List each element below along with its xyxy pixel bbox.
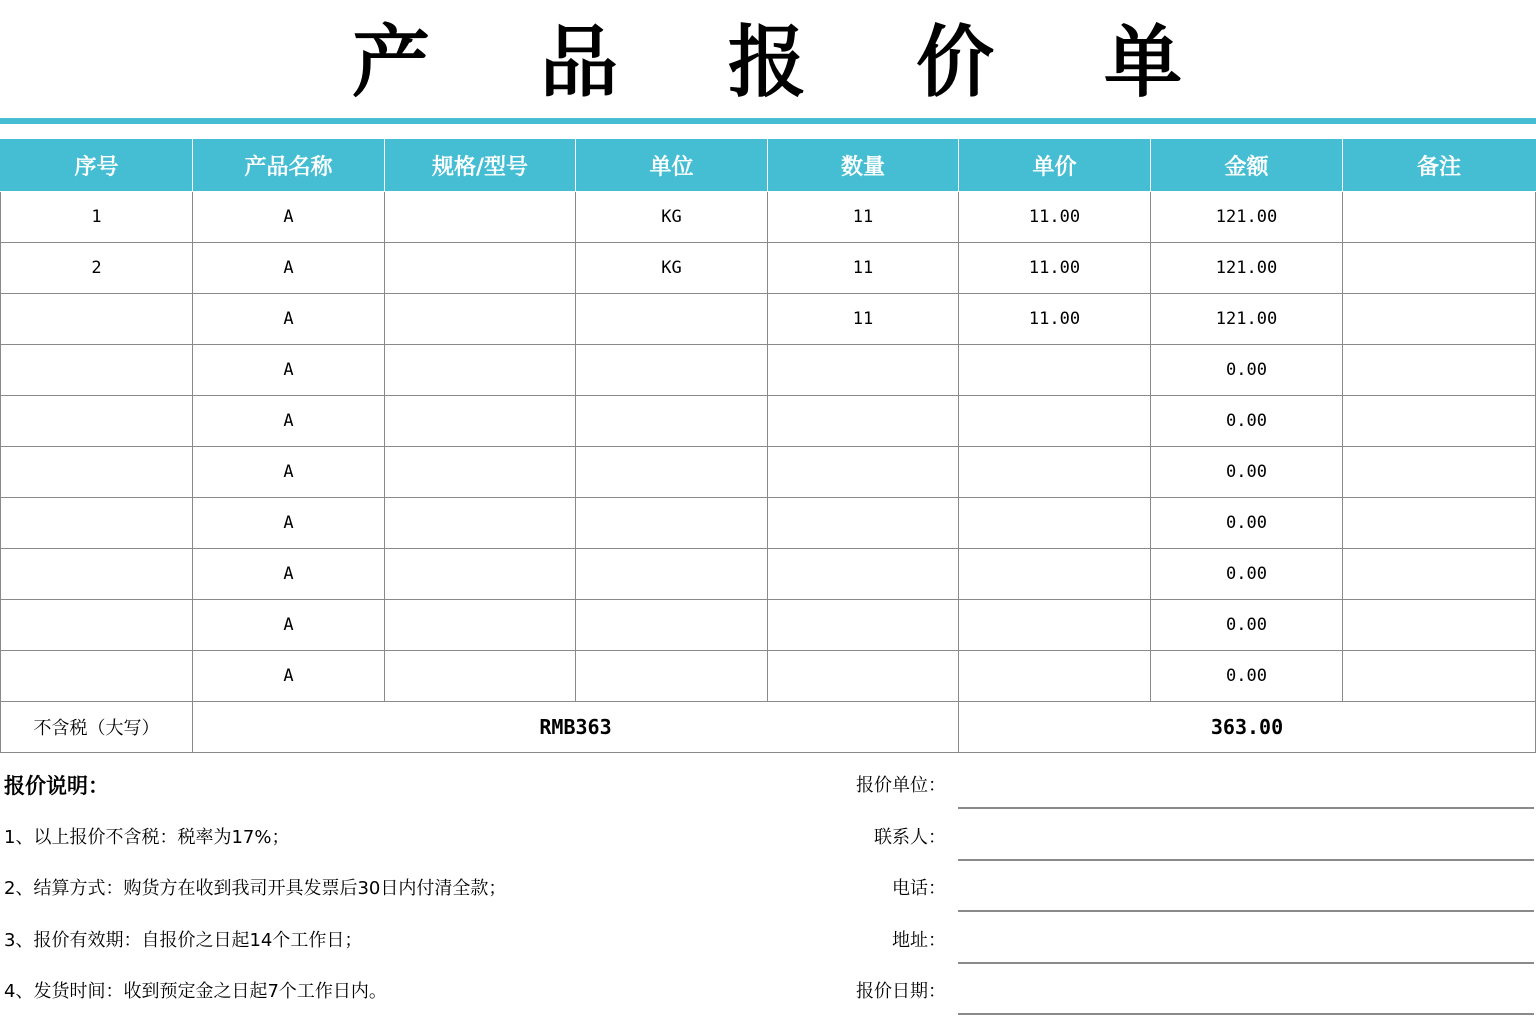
cell-product-name[interactable]: A [193,600,385,651]
cell-spec-model[interactable] [385,192,576,243]
cell-unit-price[interactable]: 11.00 [959,294,1151,345]
header-spec-model[interactable]: 规格/型号 [385,140,576,192]
total-row [1,702,1536,753]
cell-quantity[interactable] [768,396,959,447]
title-char: 产 [352,18,431,108]
cell-product-name[interactable]: A [193,651,385,702]
notes-heading: 报价说明： [4,774,109,798]
table-row [1,498,1536,549]
address-label: 地址： [892,930,946,951]
cell-product-name[interactable]: A [193,447,385,498]
cell-amount[interactable]: 0.00 [1151,600,1343,651]
cell-unit[interactable]: KG [576,243,768,294]
title-char: 价 [916,18,995,108]
cell-product-name[interactable]: A [193,549,385,600]
cell-unit-price[interactable]: 11.00 [959,243,1151,294]
header-unit[interactable]: 单位 [576,140,768,192]
contact-label: 联系人： [874,827,946,848]
table-row [1,600,1536,651]
title-divider [0,118,1536,124]
cell-product-name[interactable]: A [193,192,385,243]
cell-unit[interactable] [576,498,768,549]
cell-index[interactable] [1,651,193,702]
cell-index[interactable] [1,600,193,651]
table-row [1,243,1536,294]
total-amount-words[interactable]: RMB363 [193,702,959,753]
table-row [1,396,1536,447]
title-char: 报 [728,18,807,108]
page-title [0,0,1536,118]
cell-remark[interactable] [1343,192,1536,243]
header-remark[interactable]: 备注 [1343,140,1536,192]
cell-quantity[interactable]: 11 [768,243,959,294]
cell-product-name[interactable]: A [193,498,385,549]
note-item: 3、报价有效期：自报价之日起14个工作日； [4,930,363,951]
cell-quantity[interactable] [768,651,959,702]
cell-amount[interactable]: 0.00 [1151,498,1343,549]
cell-quantity[interactable]: 11 [768,192,959,243]
cell-unit[interactable] [576,651,768,702]
cell-quantity[interactable] [768,498,959,549]
cell-remark[interactable] [1343,549,1536,600]
cell-unit-price[interactable] [959,447,1151,498]
date-field[interactable] [958,1013,1534,1015]
cell-unit-price[interactable] [959,396,1151,447]
header-quantity[interactable]: 数量 [768,140,959,192]
cell-index[interactable] [1,294,193,345]
cell-quantity[interactable] [768,447,959,498]
header-amount[interactable]: 金额 [1151,140,1343,192]
cell-index[interactable] [1,498,193,549]
cell-index[interactable]: 1 [1,192,193,243]
cell-unit[interactable] [576,396,768,447]
header-index[interactable]: 序号 [1,140,193,192]
cell-amount[interactable]: 0.00 [1151,396,1343,447]
cell-quantity[interactable] [768,600,959,651]
cell-product-name[interactable]: A [193,294,385,345]
cell-unit-price[interactable]: 11.00 [959,192,1151,243]
cell-index[interactable] [1,345,193,396]
table-row [1,294,1536,345]
cell-spec-model[interactable] [385,498,576,549]
cell-amount[interactable]: 121.00 [1151,243,1343,294]
note-item: 2、结算方式：购货方在收到我司开具发票后30日内付清全款； [4,878,507,899]
contact-field[interactable] [958,859,1534,861]
cell-amount[interactable]: 121.00 [1151,294,1343,345]
cell-index[interactable] [1,447,193,498]
total-amount[interactable]: 363.00 [959,702,1536,753]
cell-index[interactable] [1,549,193,600]
table-row [1,192,1536,243]
cell-spec-model[interactable] [385,396,576,447]
cell-spec-model[interactable] [385,600,576,651]
cell-spec-model[interactable] [385,549,576,600]
cell-product-name[interactable]: A [193,396,385,447]
cell-unit[interactable] [576,549,768,600]
table-row [1,549,1536,600]
note-item: 1、以上报价不含税：税率为17%； [4,827,290,848]
table-row [1,447,1536,498]
cell-unit-price[interactable] [959,600,1151,651]
cell-unit-price[interactable] [959,651,1151,702]
cell-remark[interactable] [1343,345,1536,396]
date-label: 报价日期： [856,981,946,1002]
title-char: 单 [1104,18,1183,108]
cell-amount[interactable]: 0.00 [1151,447,1343,498]
cell-product-name[interactable]: A [193,243,385,294]
table-row [1,651,1536,702]
header-unit-price[interactable]: 单价 [959,140,1151,192]
cell-product-name[interactable]: A [193,345,385,396]
cell-remark[interactable] [1343,498,1536,549]
phone-label: 电话： [892,878,946,899]
cell-remark[interactable] [1343,294,1536,345]
cell-unit-price[interactable] [959,498,1151,549]
cell-unit[interactable] [576,600,768,651]
company-field[interactable] [958,807,1534,809]
cell-amount[interactable]: 121.00 [1151,192,1343,243]
total-label[interactable]: 不含税（大写） [1,702,193,753]
cell-amount[interactable]: 0.00 [1151,651,1343,702]
cell-spec-model[interactable] [385,294,576,345]
cell-index[interactable]: 2 [1,243,193,294]
cell-remark[interactable] [1343,243,1536,294]
cell-spec-model[interactable] [385,651,576,702]
cell-unit[interactable] [576,345,768,396]
cell-spec-model[interactable] [385,447,576,498]
company-label: 报价单位： [856,775,946,796]
address-field[interactable] [958,962,1534,964]
cell-amount[interactable]: 0.00 [1151,345,1343,396]
cell-amount[interactable]: 0.00 [1151,549,1343,600]
cell-unit[interactable] [576,294,768,345]
note-item: 4、发货时间：收到预定金之日起7个工作日内。 [4,981,387,1002]
cell-index[interactable] [1,396,193,447]
table-header-row [1,140,1536,192]
cell-unit[interactable] [576,447,768,498]
cell-spec-model[interactable] [385,345,576,396]
cell-remark[interactable] [1343,396,1536,447]
cell-quantity[interactable]: 11 [768,294,959,345]
cell-remark[interactable] [1343,447,1536,498]
cell-unit[interactable]: KG [576,192,768,243]
cell-remark[interactable] [1343,600,1536,651]
title-char: 品 [540,18,619,108]
quote-table [0,139,1536,753]
cell-unit-price[interactable] [959,549,1151,600]
cell-remark[interactable] [1343,651,1536,702]
cell-unit-price[interactable] [959,345,1151,396]
table-row [1,345,1536,396]
cell-quantity[interactable] [768,345,959,396]
phone-field[interactable] [958,910,1534,912]
cell-spec-model[interactable] [385,243,576,294]
header-product-name[interactable]: 产品名称 [193,140,385,192]
cell-quantity[interactable] [768,549,959,600]
